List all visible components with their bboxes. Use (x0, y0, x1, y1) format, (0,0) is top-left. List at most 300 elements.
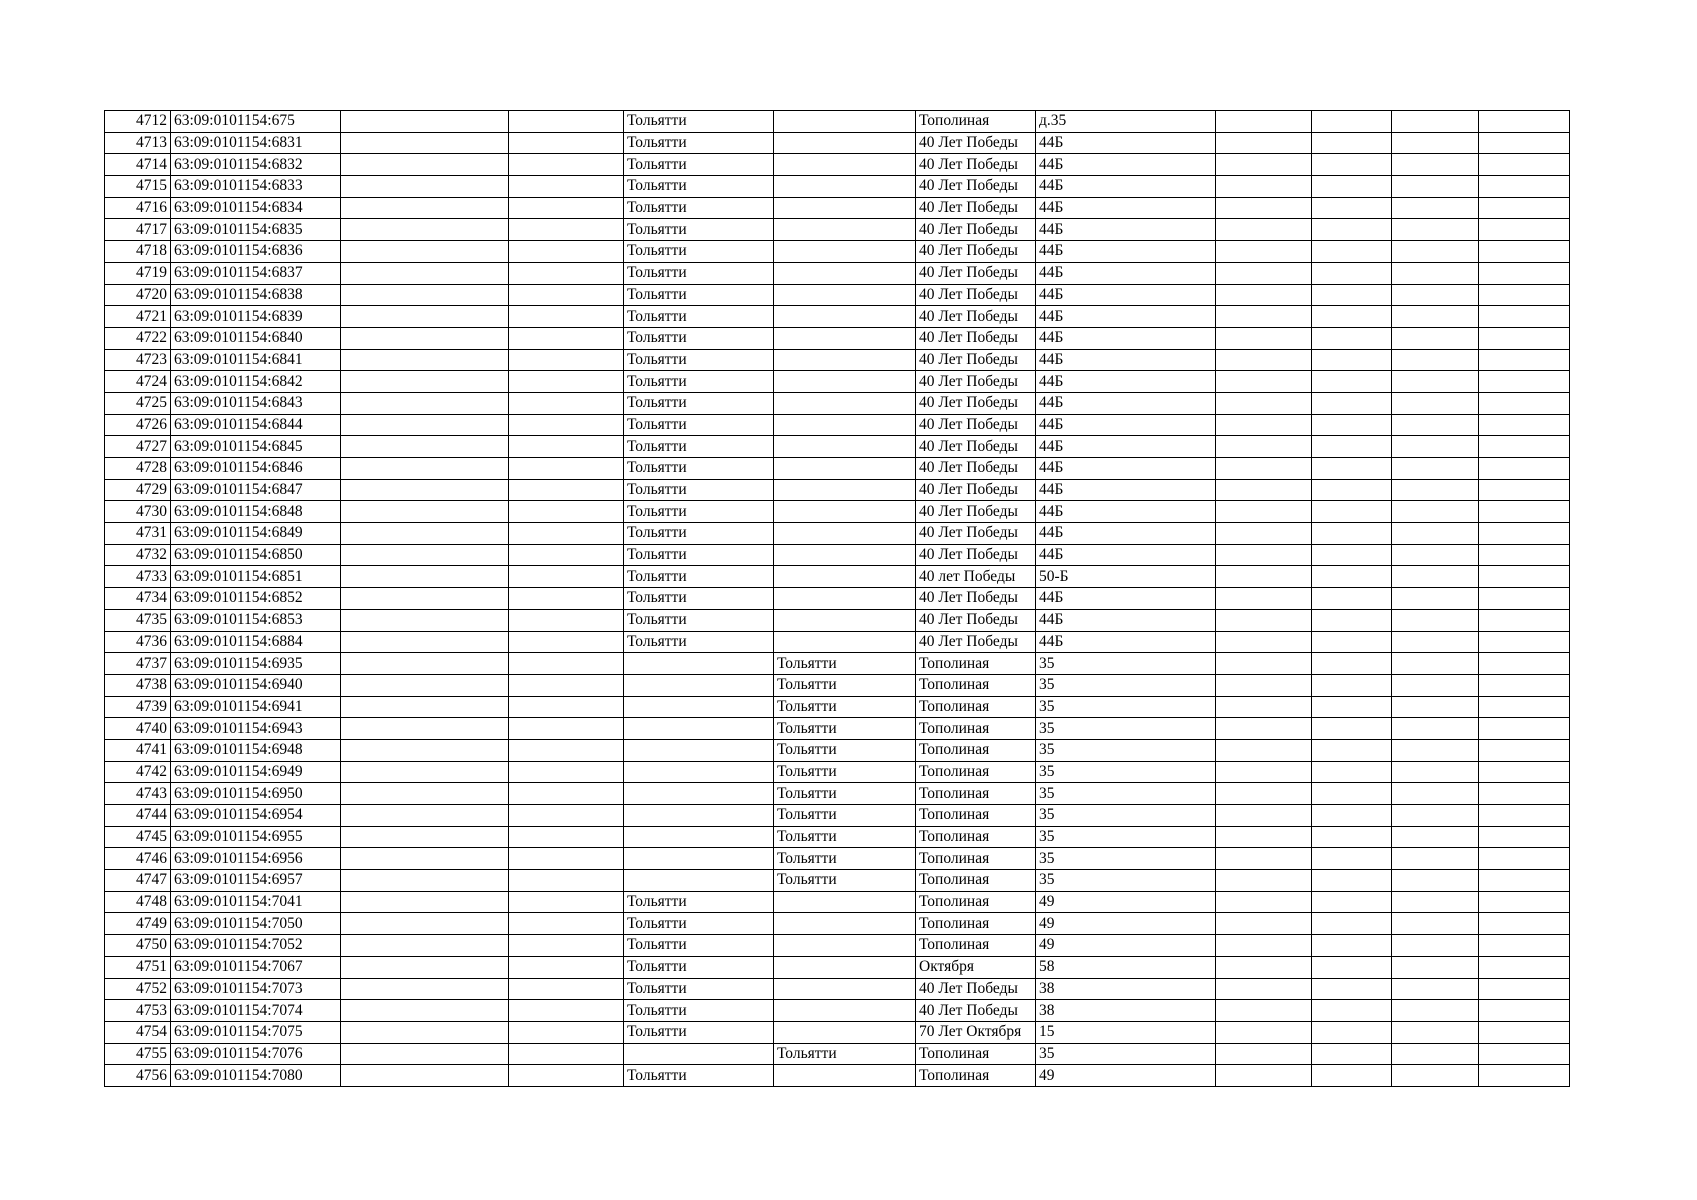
cell-city: Тольятти (624, 978, 774, 1000)
cell-empty (1479, 848, 1570, 870)
cell-row-number: 4756 (105, 1065, 171, 1087)
cell-empty (1392, 176, 1479, 198)
cell-empty (509, 523, 624, 545)
cell-empty (509, 674, 624, 696)
registry-sheet (104, 110, 1570, 1087)
cell-cadastral-number: 63:09:0101154:6831 (171, 132, 341, 154)
cell-empty (1479, 392, 1570, 414)
cell-house: 38 (1036, 978, 1216, 1000)
cell-empty (1479, 913, 1570, 935)
cell-empty (1392, 848, 1479, 870)
cell-house: 35 (1036, 718, 1216, 740)
cell-empty (1479, 306, 1570, 328)
cell-street: 40 Лет Победы (916, 631, 1036, 653)
cell-cadastral-number: 63:09:0101154:6844 (171, 414, 341, 436)
cell-row-number: 4745 (105, 826, 171, 848)
cell-empty (1312, 501, 1392, 523)
cell-row-number: 4719 (105, 262, 171, 284)
cell-city: Тольятти (624, 262, 774, 284)
cell-empty (1216, 1043, 1312, 1065)
cell-empty (509, 544, 624, 566)
cell-empty (1479, 739, 1570, 761)
table-row (105, 219, 1570, 241)
table-row (105, 674, 1570, 696)
cell-empty (1392, 414, 1479, 436)
cell-house: 38 (1036, 1000, 1216, 1022)
cell-empty (1392, 891, 1479, 913)
cell-empty (1392, 371, 1479, 393)
cell-empty (1479, 1000, 1570, 1022)
cell-settlement (774, 219, 916, 241)
cell-city: Тольятти (624, 631, 774, 653)
cell-empty (1216, 197, 1312, 219)
cell-empty (341, 913, 509, 935)
cell-empty (1392, 197, 1479, 219)
cell-empty (1312, 588, 1392, 610)
cell-empty (1312, 1000, 1392, 1022)
cell-city: Тольятти (624, 1065, 774, 1087)
cell-empty (1312, 956, 1392, 978)
cell-empty (509, 783, 624, 805)
cell-empty (1392, 805, 1479, 827)
cell-house: 58 (1036, 956, 1216, 978)
cell-empty (1216, 761, 1312, 783)
cell-cadastral-number: 63:09:0101154:7050 (171, 913, 341, 935)
cell-empty (341, 306, 509, 328)
cell-empty (1216, 956, 1312, 978)
table-row (105, 111, 1570, 133)
cell-empty (1216, 241, 1312, 263)
cell-house: 44Б (1036, 501, 1216, 523)
cell-house: 35 (1036, 870, 1216, 892)
cell-settlement (774, 956, 916, 978)
cell-empty (1312, 306, 1392, 328)
cell-street: 40 Лет Победы (916, 978, 1036, 1000)
cell-city: Тольятти (624, 176, 774, 198)
cell-empty (1312, 609, 1392, 631)
cell-empty (1392, 436, 1479, 458)
cell-cadastral-number: 63:09:0101154:6853 (171, 609, 341, 631)
cell-row-number: 4713 (105, 132, 171, 154)
cell-city: Тольятти (624, 1021, 774, 1043)
cell-cadastral-number: 63:09:0101154:6843 (171, 392, 341, 414)
table-row (105, 371, 1570, 393)
table-row (105, 176, 1570, 198)
cell-city (624, 1043, 774, 1065)
cell-street: 40 Лет Победы (916, 327, 1036, 349)
cell-empty (1216, 609, 1312, 631)
cell-house: 49 (1036, 891, 1216, 913)
table-row (105, 479, 1570, 501)
cell-row-number: 4746 (105, 848, 171, 870)
cell-city: Тольятти (624, 501, 774, 523)
cell-empty (341, 219, 509, 241)
cell-settlement (774, 913, 916, 935)
cell-house: 44Б (1036, 544, 1216, 566)
cell-city: Тольятти (624, 392, 774, 414)
cell-street: Тополиная (916, 891, 1036, 913)
cell-empty (1216, 935, 1312, 957)
cell-empty (1216, 674, 1312, 696)
table-row (105, 891, 1570, 913)
table-row (105, 935, 1570, 957)
cell-empty (509, 306, 624, 328)
cell-empty (1216, 327, 1312, 349)
cell-cadastral-number: 63:09:0101154:6954 (171, 805, 341, 827)
cell-empty (1392, 544, 1479, 566)
cell-empty (1479, 631, 1570, 653)
cell-settlement: Тольятти (774, 653, 916, 675)
cell-empty (341, 262, 509, 284)
cell-settlement (774, 284, 916, 306)
cell-empty (1479, 1021, 1570, 1043)
cell-empty (1479, 978, 1570, 1000)
cell-row-number: 4718 (105, 241, 171, 263)
cell-empty (341, 848, 509, 870)
cell-house: 35 (1036, 826, 1216, 848)
cell-settlement (774, 523, 916, 545)
cell-empty (341, 241, 509, 263)
table-row (105, 631, 1570, 653)
cell-row-number: 4742 (105, 761, 171, 783)
cell-empty (1216, 913, 1312, 935)
table-row (105, 1021, 1570, 1043)
cell-row-number: 4728 (105, 458, 171, 480)
cell-empty (1312, 739, 1392, 761)
cell-empty (1479, 566, 1570, 588)
cell-empty (1312, 566, 1392, 588)
cell-empty (1312, 631, 1392, 653)
cell-settlement (774, 501, 916, 523)
cell-city: Тольятти (624, 479, 774, 501)
table-row (105, 306, 1570, 328)
cell-house: 44Б (1036, 327, 1216, 349)
cell-empty (1479, 501, 1570, 523)
cell-empty (341, 588, 509, 610)
cell-empty (1216, 891, 1312, 913)
cell-empty (1216, 631, 1312, 653)
cell-empty (1216, 436, 1312, 458)
cell-city: Тольятти (624, 913, 774, 935)
cell-empty (1312, 458, 1392, 480)
cell-settlement (774, 262, 916, 284)
cell-empty (1479, 523, 1570, 545)
cell-empty (509, 262, 624, 284)
cell-settlement (774, 327, 916, 349)
cell-house: 44Б (1036, 176, 1216, 198)
cell-empty (1312, 544, 1392, 566)
table-row (105, 436, 1570, 458)
cell-empty (1312, 241, 1392, 263)
table-row (105, 501, 1570, 523)
cell-empty (1479, 588, 1570, 610)
cell-empty (509, 111, 624, 133)
cell-empty (509, 197, 624, 219)
cell-row-number: 4741 (105, 739, 171, 761)
cell-empty (1216, 1000, 1312, 1022)
cell-empty (509, 1000, 624, 1022)
cell-cadastral-number: 63:09:0101154:675 (171, 111, 341, 133)
cell-street: 40 Лет Победы (916, 371, 1036, 393)
cell-settlement (774, 176, 916, 198)
cell-settlement (774, 436, 916, 458)
cell-empty (1392, 783, 1479, 805)
table-row (105, 197, 1570, 219)
table-row (105, 805, 1570, 827)
table-row (105, 349, 1570, 371)
cell-row-number: 4726 (105, 414, 171, 436)
cell-city (624, 696, 774, 718)
cell-empty (341, 132, 509, 154)
cell-cadastral-number: 63:09:0101154:7041 (171, 891, 341, 913)
cell-street: 40 Лет Победы (916, 1000, 1036, 1022)
table-row (105, 739, 1570, 761)
cell-empty (1312, 1043, 1392, 1065)
cell-empty (1312, 718, 1392, 740)
cell-empty (341, 696, 509, 718)
cell-settlement (774, 132, 916, 154)
cell-street: 40 Лет Победы (916, 414, 1036, 436)
cell-empty (341, 653, 509, 675)
cell-street: Тополиная (916, 696, 1036, 718)
cell-row-number: 4712 (105, 111, 171, 133)
cell-empty (1392, 761, 1479, 783)
cell-cadastral-number: 63:09:0101154:6884 (171, 631, 341, 653)
cell-empty (1216, 306, 1312, 328)
cell-empty (1479, 111, 1570, 133)
cell-settlement: Тольятти (774, 848, 916, 870)
cell-settlement (774, 111, 916, 133)
cell-empty (1216, 414, 1312, 436)
cell-settlement (774, 891, 916, 913)
cell-empty (341, 349, 509, 371)
cell-house: 44Б (1036, 197, 1216, 219)
cell-city: Тольятти (624, 566, 774, 588)
cell-empty (1479, 935, 1570, 957)
cell-empty (1312, 197, 1392, 219)
cell-row-number: 4721 (105, 306, 171, 328)
table-row (105, 327, 1570, 349)
cell-settlement (774, 197, 916, 219)
cell-city (624, 848, 774, 870)
cell-street: Тополиная (916, 1065, 1036, 1087)
cell-cadastral-number: 63:09:0101154:6950 (171, 783, 341, 805)
cell-street: 40 Лет Победы (916, 544, 1036, 566)
cell-empty (509, 826, 624, 848)
cell-city (624, 826, 774, 848)
cell-empty (509, 284, 624, 306)
cell-row-number: 4734 (105, 588, 171, 610)
cell-row-number: 4735 (105, 609, 171, 631)
table-row (105, 241, 1570, 263)
cell-row-number: 4751 (105, 956, 171, 978)
cell-city: Тольятти (624, 371, 774, 393)
cell-empty (1392, 631, 1479, 653)
cell-empty (1392, 956, 1479, 978)
cell-settlement (774, 1021, 916, 1043)
cell-house: 35 (1036, 696, 1216, 718)
cell-street: Тополиная (916, 653, 1036, 675)
cell-empty (1312, 349, 1392, 371)
cell-settlement (774, 349, 916, 371)
cell-empty (1392, 566, 1479, 588)
cell-cadastral-number: 63:09:0101154:6836 (171, 241, 341, 263)
cell-house: 49 (1036, 1065, 1216, 1087)
cell-street: 40 Лет Победы (916, 609, 1036, 631)
cell-settlement (774, 609, 916, 631)
cell-empty (1312, 284, 1392, 306)
cell-cadastral-number: 63:09:0101154:6935 (171, 653, 341, 675)
cell-house: 44Б (1036, 219, 1216, 241)
cell-cadastral-number: 63:09:0101154:6849 (171, 523, 341, 545)
cell-empty (1312, 327, 1392, 349)
cell-row-number: 4739 (105, 696, 171, 718)
cell-empty (1392, 935, 1479, 957)
cell-empty (1312, 523, 1392, 545)
cell-empty (1479, 154, 1570, 176)
cell-cadastral-number: 63:09:0101154:7073 (171, 978, 341, 1000)
cell-empty (341, 479, 509, 501)
table-row (105, 544, 1570, 566)
cell-cadastral-number: 63:09:0101154:7052 (171, 935, 341, 957)
cell-row-number: 4731 (105, 523, 171, 545)
cell-empty (341, 956, 509, 978)
cell-house: 44Б (1036, 609, 1216, 631)
cell-cadastral-number: 63:09:0101154:6846 (171, 458, 341, 480)
cell-empty (1216, 458, 1312, 480)
table-row (105, 1065, 1570, 1087)
cell-cadastral-number: 63:09:0101154:6840 (171, 327, 341, 349)
cell-empty (1312, 870, 1392, 892)
cell-street: 40 Лет Победы (916, 284, 1036, 306)
cell-settlement (774, 306, 916, 328)
cell-empty (1479, 349, 1570, 371)
cell-empty (341, 371, 509, 393)
cell-row-number: 4748 (105, 891, 171, 913)
cell-empty (1392, 588, 1479, 610)
cell-empty (341, 870, 509, 892)
cell-empty (509, 458, 624, 480)
cell-house: 44Б (1036, 392, 1216, 414)
cell-street: 40 Лет Победы (916, 458, 1036, 480)
cell-cadastral-number: 63:09:0101154:7080 (171, 1065, 341, 1087)
table-row (105, 956, 1570, 978)
cell-street: Тополиная (916, 783, 1036, 805)
cell-house: 35 (1036, 1043, 1216, 1065)
cell-empty (341, 783, 509, 805)
cell-empty (1216, 176, 1312, 198)
cell-settlement (774, 1000, 916, 1022)
cell-empty (1479, 176, 1570, 198)
cell-empty (509, 1043, 624, 1065)
cell-settlement (774, 479, 916, 501)
cell-empty (509, 891, 624, 913)
table-row (105, 609, 1570, 631)
cell-street: Тополиная (916, 826, 1036, 848)
cell-cadastral-number: 63:09:0101154:6834 (171, 197, 341, 219)
cell-row-number: 4730 (105, 501, 171, 523)
cell-empty (1216, 1021, 1312, 1043)
cell-empty (341, 739, 509, 761)
cell-empty (1312, 219, 1392, 241)
cell-cadastral-number: 63:09:0101154:7067 (171, 956, 341, 978)
table-row (105, 718, 1570, 740)
cell-settlement (774, 414, 916, 436)
cell-empty (1392, 978, 1479, 1000)
cell-empty (1479, 805, 1570, 827)
cell-settlement: Тольятти (774, 826, 916, 848)
cell-empty (1392, 1021, 1479, 1043)
cell-empty (1392, 653, 1479, 675)
cell-house: 44Б (1036, 523, 1216, 545)
cell-city: Тольятти (624, 588, 774, 610)
cell-street: Тополиная (916, 935, 1036, 957)
cell-empty (509, 761, 624, 783)
cell-settlement (774, 1065, 916, 1087)
cell-empty (341, 458, 509, 480)
table-row (105, 414, 1570, 436)
cell-empty (1216, 219, 1312, 241)
cell-settlement (774, 588, 916, 610)
cell-empty (1392, 718, 1479, 740)
cell-house: 44Б (1036, 306, 1216, 328)
cell-city (624, 805, 774, 827)
cell-city: Тольятти (624, 111, 774, 133)
cell-empty (1216, 848, 1312, 870)
cell-empty (509, 739, 624, 761)
cell-empty (1479, 241, 1570, 263)
cell-row-number: 4755 (105, 1043, 171, 1065)
cell-street: Тополиная (916, 674, 1036, 696)
cell-row-number: 4720 (105, 284, 171, 306)
cell-empty (1216, 805, 1312, 827)
cell-street: 40 Лет Победы (916, 219, 1036, 241)
cell-empty (1392, 1000, 1479, 1022)
cell-city: Тольятти (624, 132, 774, 154)
table-row (105, 392, 1570, 414)
cell-empty (1479, 371, 1570, 393)
cell-empty (509, 349, 624, 371)
cell-empty (1312, 479, 1392, 501)
cell-empty (1479, 458, 1570, 480)
cell-row-number: 4723 (105, 349, 171, 371)
table-row (105, 870, 1570, 892)
cell-empty (341, 392, 509, 414)
cell-row-number: 4714 (105, 154, 171, 176)
cell-empty (1392, 739, 1479, 761)
cell-house: 49 (1036, 935, 1216, 957)
cell-street: 40 Лет Победы (916, 349, 1036, 371)
cell-city (624, 739, 774, 761)
cell-empty (1312, 1065, 1392, 1087)
cell-empty (1392, 609, 1479, 631)
cell-empty (341, 1065, 509, 1087)
cell-row-number: 4716 (105, 197, 171, 219)
cell-empty (1216, 739, 1312, 761)
cell-empty (1312, 826, 1392, 848)
cell-row-number: 4744 (105, 805, 171, 827)
cell-empty (509, 154, 624, 176)
cell-city: Тольятти (624, 284, 774, 306)
table-row (105, 132, 1570, 154)
cell-empty (1479, 609, 1570, 631)
cell-street: 40 Лет Победы (916, 436, 1036, 458)
cell-settlement: Тольятти (774, 870, 916, 892)
cell-house: 44Б (1036, 284, 1216, 306)
cell-cadastral-number: 63:09:0101154:6943 (171, 718, 341, 740)
cell-street: Тополиная (916, 739, 1036, 761)
cell-settlement (774, 392, 916, 414)
